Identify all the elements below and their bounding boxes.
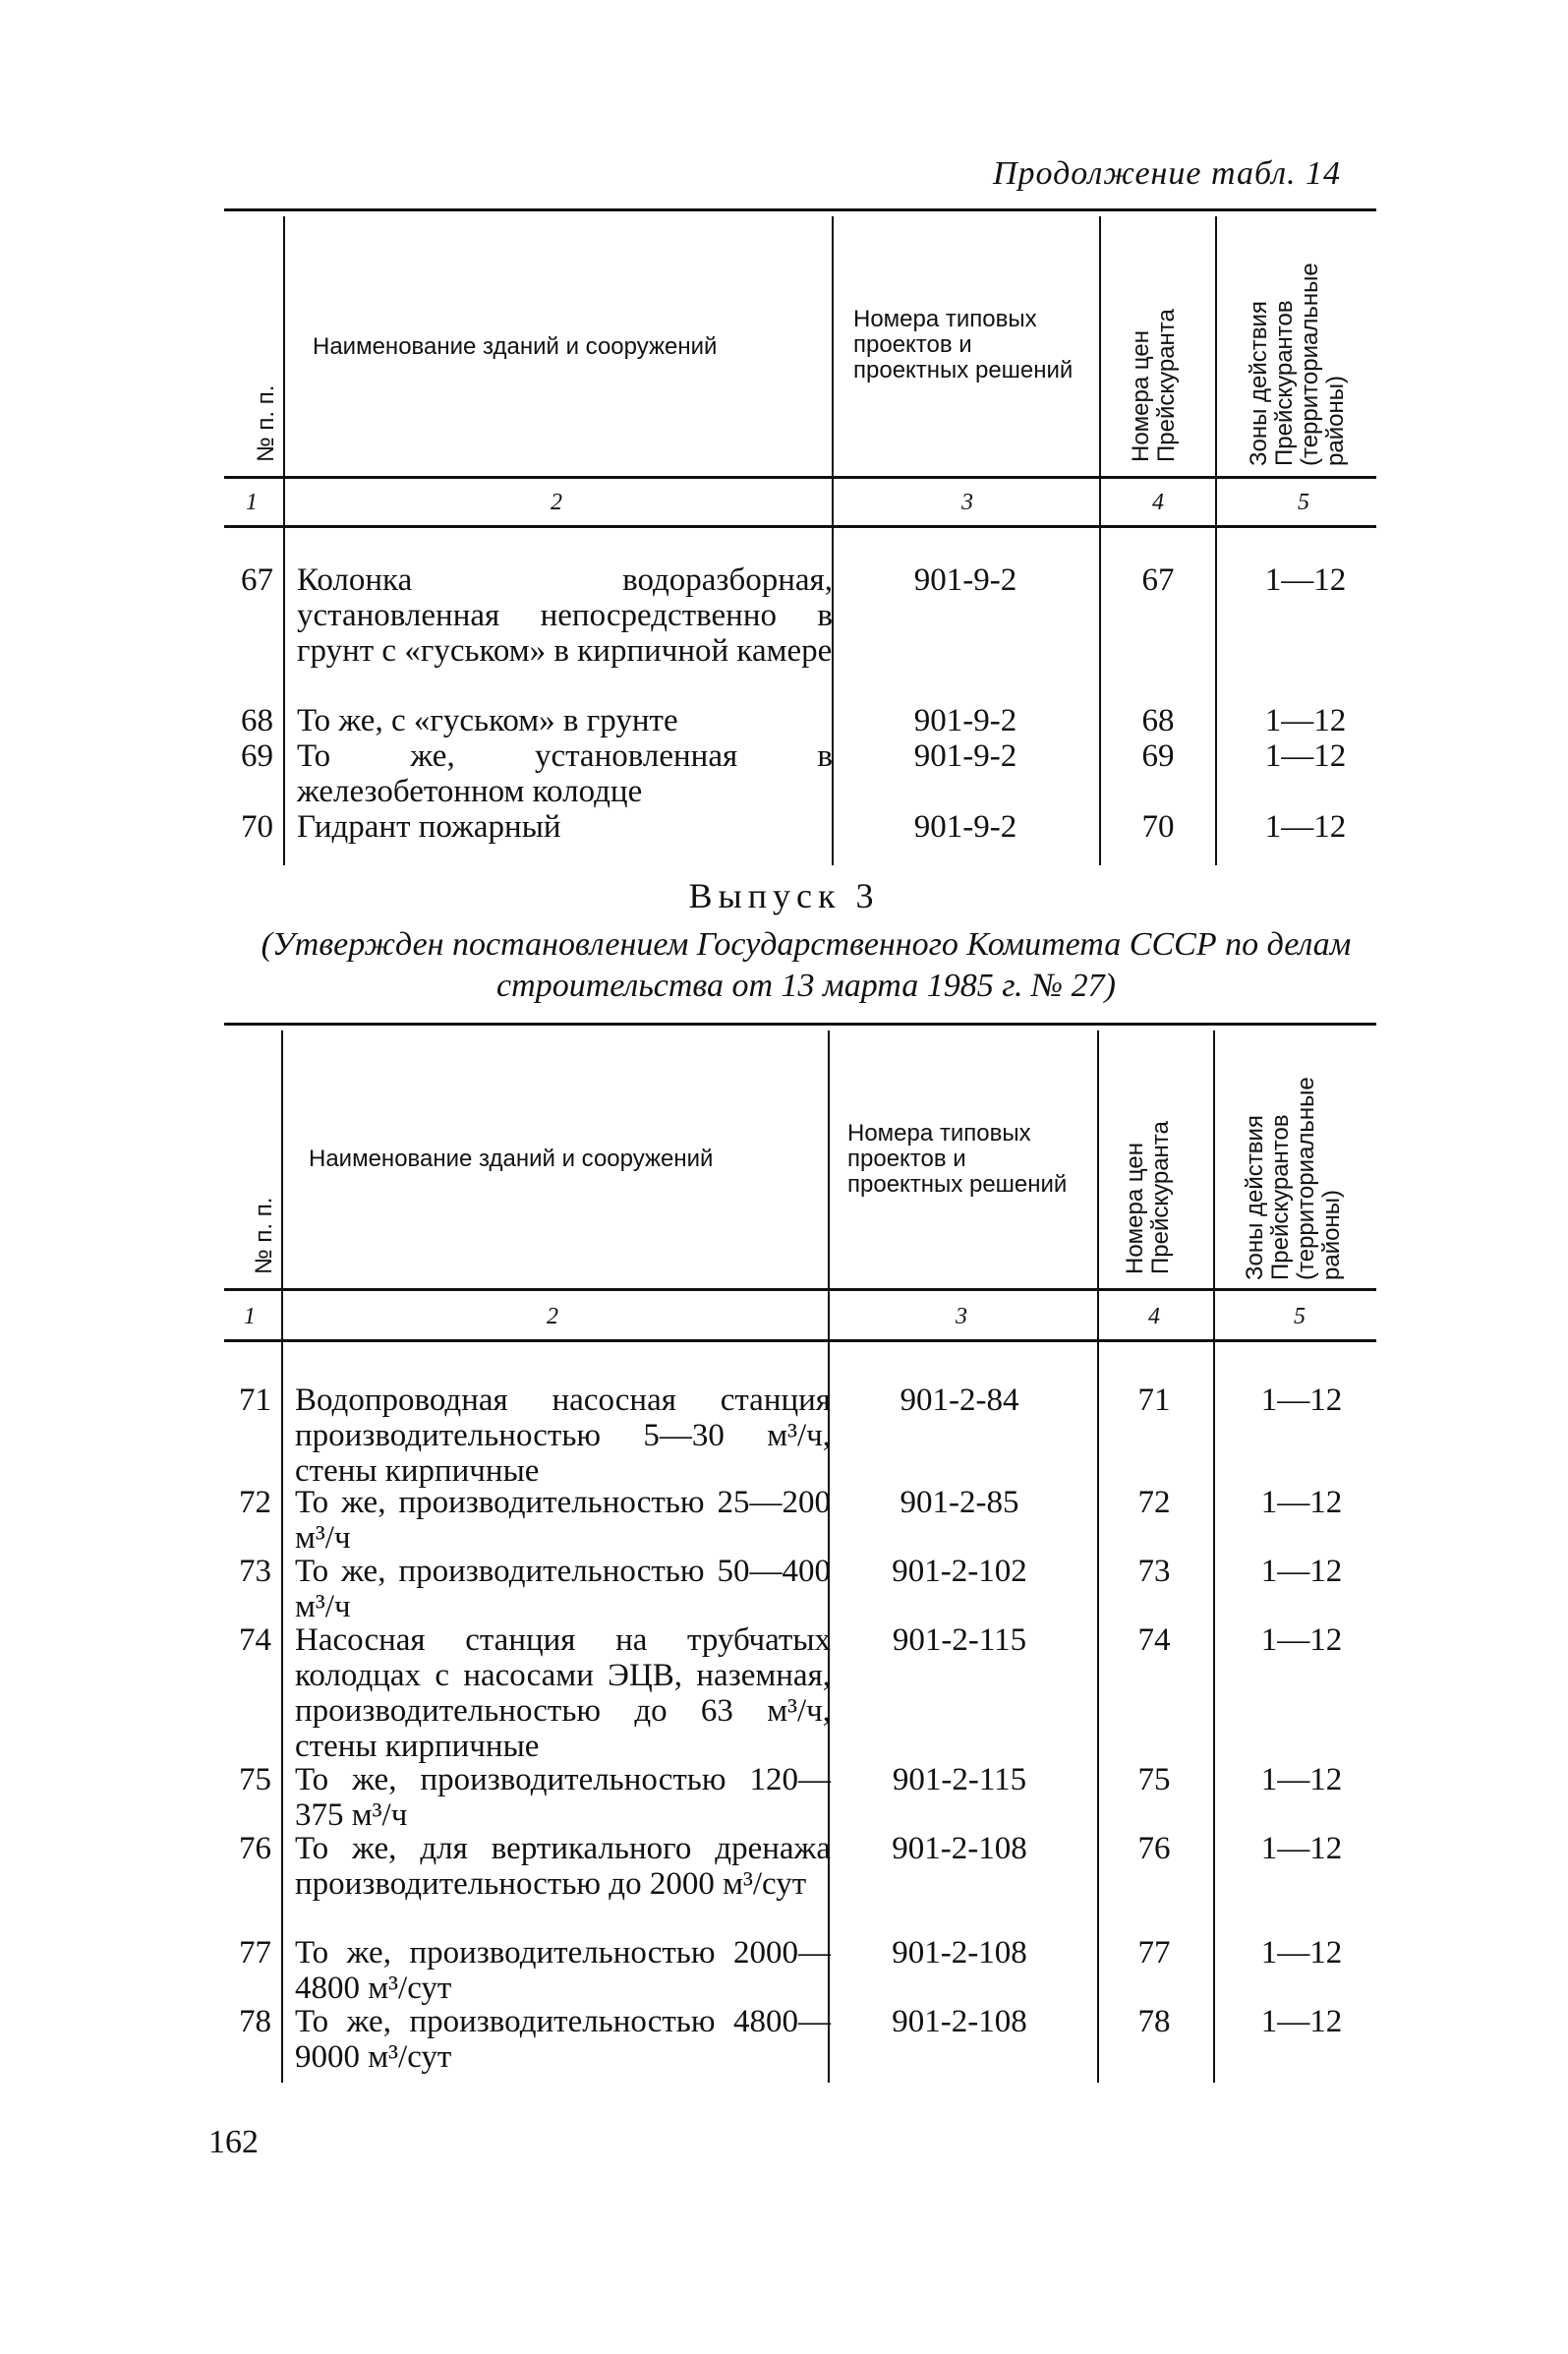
- row-num: 67: [241, 562, 273, 598]
- row-price: 77: [1137, 1935, 1171, 1971]
- colnum-3: 3: [956, 1304, 967, 1329]
- row-project: 901-2-85: [900, 1485, 1019, 1520]
- colnum-3: 3: [961, 490, 973, 515]
- row-project: 901-9-2: [913, 809, 1017, 845]
- row-name: То же, для вертикального дренажа производительностью до 2000 м³/сут: [295, 1831, 831, 1902]
- row-price: 73: [1137, 1554, 1171, 1589]
- table-top-rule: [224, 1023, 1376, 1026]
- row-price: 67: [1141, 562, 1175, 598]
- header-rule: [224, 1288, 1376, 1291]
- row-zones: 1—12: [1260, 1762, 1343, 1797]
- row-zones: 1—12: [1260, 1622, 1343, 1658]
- row-zones: 1—12: [1260, 1831, 1343, 1866]
- row-num: 74: [239, 1622, 271, 1658]
- colnum-rule: [224, 525, 1376, 528]
- row-project: 901-2-115: [892, 1762, 1027, 1797]
- table-2: [224, 1023, 1376, 2085]
- header-name: Наименование зданий и сооружений: [309, 1146, 714, 1172]
- row-zones: 1—12: [1264, 703, 1347, 738]
- row-num: 68: [241, 703, 273, 738]
- column-divider: [1215, 216, 1217, 865]
- row-price: 76: [1137, 1831, 1171, 1866]
- colnum-2: 2: [551, 490, 562, 515]
- row-num: 76: [239, 1831, 271, 1866]
- row-price: 68: [1141, 703, 1175, 738]
- colnum-2: 2: [547, 1304, 558, 1329]
- row-num: 75: [239, 1762, 271, 1797]
- colnum-4: 4: [1152, 490, 1164, 515]
- issue-title: Выпуск 3: [688, 876, 880, 915]
- row-project: 901-2-84: [900, 1383, 1019, 1418]
- row-zones: 1—12: [1260, 1485, 1343, 1520]
- column-divider: [1099, 216, 1101, 865]
- row-price: 69: [1141, 738, 1175, 774]
- row-name: То же, с «гуськом» в грунте: [297, 703, 678, 738]
- column-divider: [281, 1030, 283, 2083]
- header-num: № п. п.: [253, 384, 279, 462]
- row-zones: 1—12: [1260, 2004, 1343, 2039]
- column-divider: [1213, 1030, 1215, 2083]
- row-price: 71: [1137, 1383, 1171, 1418]
- colnum-4: 4: [1148, 1304, 1160, 1329]
- row-num: 77: [239, 1935, 271, 1971]
- row-name: То же, производительностью 4800—9000 м³/сут: [295, 2004, 831, 2075]
- colnum-1: 1: [244, 1304, 256, 1329]
- header-projects: Номера типовых проектов и проектных решений: [847, 1120, 1068, 1198]
- column-divider: [283, 216, 285, 865]
- table-1: [224, 208, 1376, 867]
- colnum-5: 5: [1294, 1304, 1306, 1329]
- header-projects: Номера типовых проектов и проектных решений: [853, 306, 1074, 383]
- header-name: Наименование зданий и сооружений: [313, 333, 718, 360]
- row-zones: 1—12: [1260, 1383, 1343, 1418]
- row-zones: 1—12: [1264, 738, 1347, 774]
- row-num: 73: [239, 1554, 271, 1589]
- colnum-1: 1: [246, 490, 258, 515]
- row-name: Колонка водоразборная, установленная непосредственно в грунт с «гуськом» в кирпичной камере: [297, 562, 833, 669]
- row-zones: 1—12: [1264, 562, 1347, 598]
- row-num: 70: [241, 809, 273, 845]
- table-top-rule: [224, 208, 1376, 211]
- page-number: 162: [208, 2124, 259, 2160]
- row-project: 901-2-115: [892, 1622, 1027, 1658]
- row-name: То же, производительностью 25—200 м³/ч: [295, 1485, 831, 1556]
- row-project: 901-9-2: [913, 703, 1017, 738]
- header-price: Номера цен Прейскуранта: [1122, 1121, 1174, 1274]
- row-name: То же, установленная в железобетонном колодце: [297, 738, 833, 809]
- row-price: 72: [1137, 1485, 1171, 1520]
- row-num: 71: [239, 1383, 271, 1418]
- row-project: 901-9-2: [913, 738, 1017, 774]
- row-name: Гидрант пожарный: [297, 809, 561, 845]
- colnum-5: 5: [1298, 490, 1309, 515]
- header-num: № п. п.: [251, 1197, 277, 1274]
- row-project: 901-9-2: [913, 562, 1017, 598]
- row-project: 901-2-108: [892, 1935, 1027, 1971]
- row-price: 75: [1137, 1762, 1171, 1797]
- row-zones: 1—12: [1260, 1554, 1343, 1589]
- row-name: То же, производительностью 50—400 м³/ч: [295, 1554, 831, 1624]
- colnum-rule: [224, 1339, 1376, 1342]
- row-name: То же, производительностью 2000—4800 м³/сут: [295, 1935, 831, 2006]
- row-num: 78: [239, 2004, 271, 2039]
- header-rule: [224, 476, 1376, 479]
- row-num: 72: [239, 1485, 271, 1520]
- row-name: Насосная станция на трубчатых колодцах с насосами ЭЦВ, наземная, производительностью до 63 м³/ч, стены кирпичные: [295, 1622, 831, 1764]
- row-price: 70: [1141, 809, 1175, 845]
- header-zones: Зоны действия Прейскурантов (территориальные районы): [1242, 1077, 1345, 1280]
- header-price: Номера цен Прейскуранта: [1128, 309, 1180, 462]
- issue-subtitle: (Утвержден постановлением Государственного Комитета СССР по делам строительства от 13 марта 1985 г. № 27): [261, 926, 1352, 1004]
- row-price: 74: [1137, 1622, 1171, 1658]
- column-divider: [1097, 1030, 1099, 2083]
- row-zones: 1—12: [1264, 809, 1347, 845]
- row-price: 78: [1137, 2004, 1171, 2039]
- row-name: Водопроводная насосная станция производительностью 5—30 м³/ч, стены кирпичные: [295, 1383, 831, 1489]
- row-name: То же, производительностью 120—375 м³/ч: [295, 1762, 831, 1833]
- continuation-title: Продолжение табл. 14: [993, 155, 1342, 192]
- row-project: 901-2-108: [892, 1831, 1027, 1866]
- header-zones: Зоны действия Прейскурантов (территориальные районы): [1246, 263, 1349, 466]
- row-project: 901-2-102: [892, 1554, 1027, 1589]
- row-num: 69: [241, 738, 273, 774]
- row-zones: 1—12: [1260, 1935, 1343, 1971]
- row-project: 901-2-108: [892, 2004, 1027, 2039]
